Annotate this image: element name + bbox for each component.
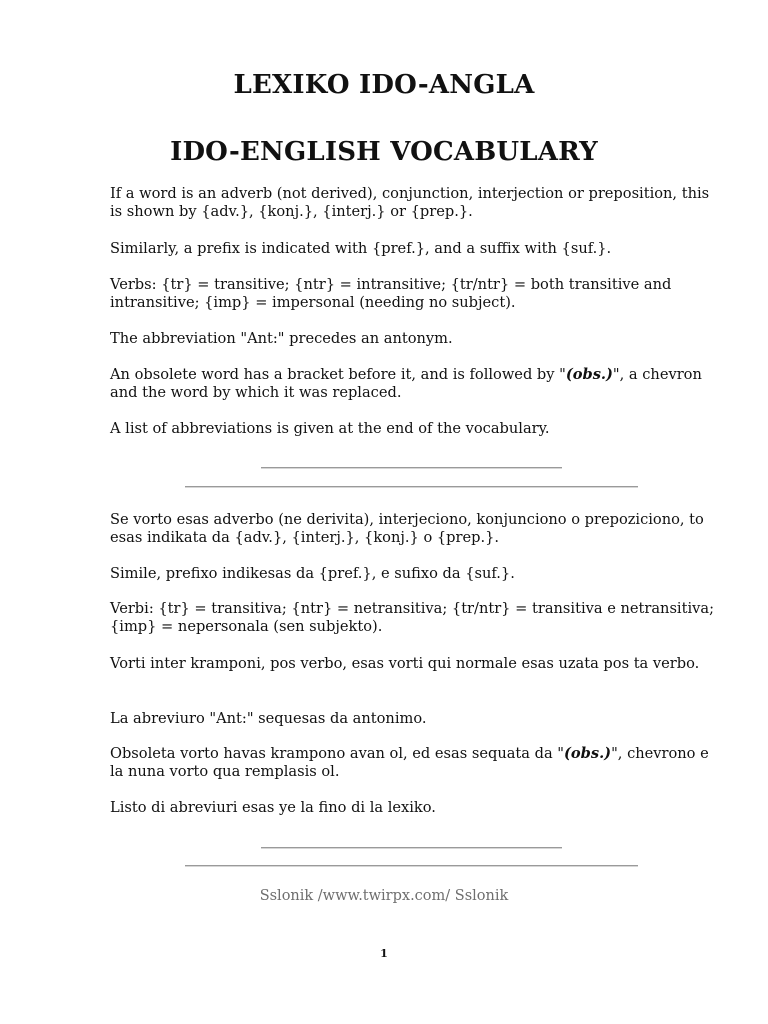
title-ido-english: IDO-ENGLISH VOCABULARY bbox=[170, 137, 598, 167]
english-para-verbs: Verbs: {tr} = transitive; {ntr} = intransitive; {tr/ntr} = both transitive and intransitive; {imp} = impersonal (needing no subject). bbox=[110, 276, 672, 311]
title-ido-angla: LEXIKO IDO-ANGLA bbox=[233, 70, 535, 100]
ido-para-abreviuri: Listo di abreviuri esas ye la fino di la lexiko. bbox=[110, 799, 436, 816]
ido-para-obsoleta bbox=[110, 745, 720, 781]
english-obsolete-text-a: An obsolete word has a bracket before it, and is followed by " bbox=[110, 366, 566, 383]
english-para-obsolete bbox=[110, 366, 720, 402]
ido-para-adverbo: Se vorto esas adverbo (ne derivita), interjeciono, konjunciono o prepoziciono, to esas indikata da {adv.}, {interj.}, {konj.} o {prep.}. bbox=[110, 511, 704, 546]
ido-para-kramponi: Vorti inter kramponi, pos verbo, esas vorti qui normale esas uzata pos ta verbo. bbox=[110, 655, 700, 672]
ido-obsoleta-text-b: ", chevrono e la nuna vorto qua remplasis ol. bbox=[110, 745, 709, 780]
divider-short-2 bbox=[261, 847, 562, 849]
divider-short-1 bbox=[261, 467, 562, 469]
ido-obsoleta-mark: (obs.) bbox=[564, 745, 612, 762]
page-number: 1 bbox=[380, 947, 388, 960]
divider-long-2 bbox=[185, 865, 638, 867]
ido-obsoleta-text-a: Obsoleta vorto havas krampono avan ol, ed esas sequata da " bbox=[110, 745, 565, 762]
footer-credit: Sslonik /www.twirpx.com/ Sslonik bbox=[259, 888, 509, 904]
ido-para-verbi: Verbi: {tr} = transitiva; {ntr} = netransitiva; {tr/ntr} = transitiva e netransitiva; {imp} = nepersonala (sen subjekto). bbox=[110, 600, 714, 635]
english-para-prefix: Similarly, a prefix is indicated with {pref.}, and a suffix with {suf.}. bbox=[110, 240, 612, 257]
ido-para-prefixo: Simile, prefixo indikesas da {pref.}, e sufixo da {suf.}. bbox=[110, 565, 515, 582]
divider-long-1 bbox=[185, 486, 638, 488]
english-obsolete-text-b: ", a chevron and the word by which it was replaced. bbox=[110, 366, 702, 401]
english-para-abbrev-list: A list of abbreviations is given at the end of the vocabulary. bbox=[110, 420, 550, 437]
english-para-antonym: The abbreviation "Ant:" precedes an antonym. bbox=[110, 330, 453, 347]
ido-para-antonimo: La abreviuro "Ant:" sequesas da antonimo. bbox=[110, 710, 427, 727]
english-para-adverb: If a word is an adverb (not derived), conjunction, interjection or preposition, this is shown by {adv.}, {konj.}, {interj.} or {prep.}. bbox=[110, 185, 710, 220]
english-obsolete-mark: (obs.) bbox=[565, 366, 613, 383]
